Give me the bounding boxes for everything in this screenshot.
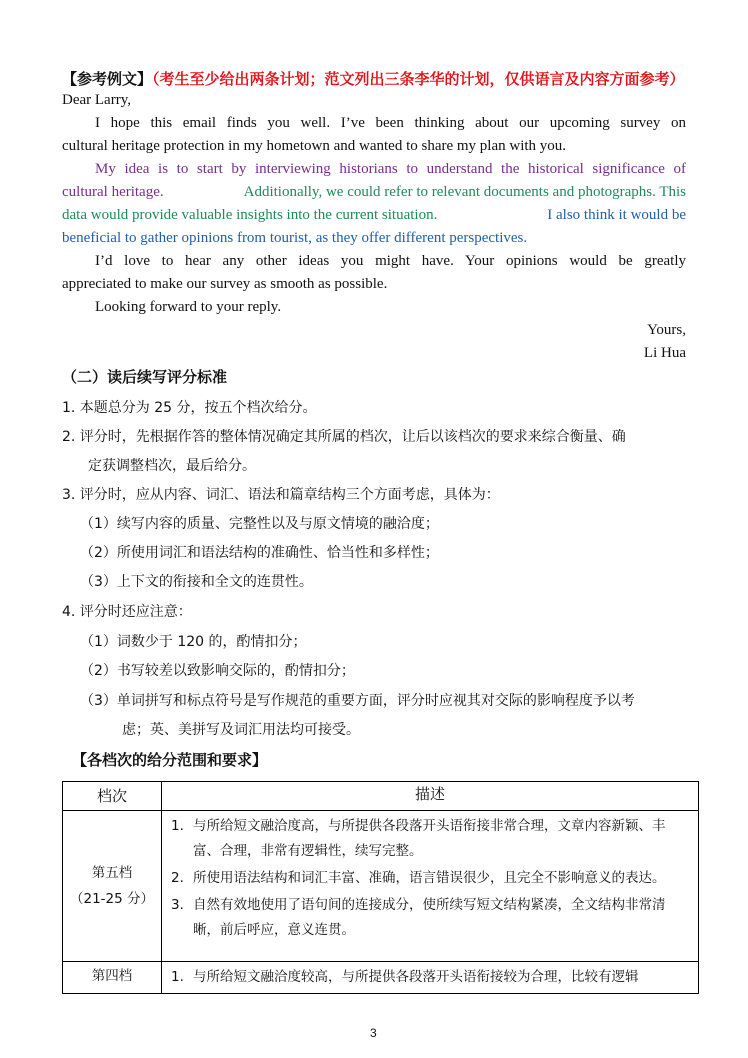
level-range: （21-25 分）: [69, 891, 155, 907]
table-header-row: [63, 782, 699, 811]
criteria-item-2-cont: 定获调整档次，最后给分。: [88, 458, 256, 474]
level-cell: [63, 962, 162, 994]
letter-p2-line2a: cultural heritage.: [62, 184, 164, 200]
desc-text: 自然有效地使用了语句间的连接成分，使所续写短文结构紧凑，全文结构非常清晰，前后呼应，意义连贯。: [193, 897, 666, 938]
desc-text: 与所给短文融洽度较高，与所提供各段落开头语衔接较为合理，比较有逻辑: [193, 969, 639, 985]
desc-num: 1.: [171, 818, 184, 834]
criteria-item-4-2: （2）书写较差以致影响交际的，酌情扣分；: [80, 663, 355, 679]
desc-text: 所使用语法结构和词汇丰富、准确，语言错误很少，且完全不影响意义的表达。: [193, 870, 666, 886]
reference-label: 【参考例文】: [62, 70, 153, 88]
letter-p2-line2: [62, 184, 686, 201]
criteria-item-2: 2. 评分时，先根据作答的整体情况确定其所属的档次，让后以该档次的要求来综合衡量、确: [62, 429, 626, 445]
letter-p2-line4: beneficial to gather opinions from tourist, as they offer different perspectives.: [62, 230, 528, 246]
letter-p4: Looking forward to your reply.: [95, 299, 282, 315]
desc-item: [163, 893, 689, 943]
header-level: 档次: [63, 782, 162, 811]
page-number: 3: [370, 1026, 377, 1040]
criteria-item-3-3: （3）上下文的衔接和全文的连贯性。: [80, 574, 313, 590]
criteria-title: （二）读后续写评分标准: [62, 368, 228, 386]
desc-cell: [162, 811, 699, 962]
criteria-item-3: 3. 评分时，应从内容、词汇、语法和篇章结构三个方面考虑，具体为：: [62, 487, 500, 503]
criteria-item-4-3: （3）单词拼写和标点符号是写作规范的重要方面，评分时应视其对交际的影响程度予以考: [80, 693, 635, 709]
table-title: 【各档次的给分范围和要求】: [72, 751, 268, 769]
criteria-item-3-1: （1）续写内容的质量、完整性以及与原文情境的融洽度；: [80, 516, 439, 532]
desc-num: 1.: [171, 969, 184, 985]
letter-p1-line2: cultural heritage protection in my hometown and wanted to share my plan with you.: [62, 138, 567, 154]
desc-cell: [162, 962, 699, 994]
reference-note: （考生至少给出两条计划；范文列出三条李华的计划，仅供语言及内容方面参考）: [152, 70, 685, 88]
table-row: [63, 962, 699, 994]
desc-num: 2.: [171, 870, 184, 886]
criteria-item-4-1: （1）词数少于 120 的，酌情扣分；: [80, 634, 307, 650]
header-desc: 描述: [162, 782, 699, 811]
letter-greeting: Dear Larry,: [62, 92, 131, 108]
desc-item: [163, 814, 689, 864]
letter-p3-line1: I’d love to hear any other ideas you might have. Your opinions would be greatly: [95, 253, 686, 269]
desc-item: [163, 965, 689, 990]
letter-p2-line3b: I also think it would be: [547, 207, 686, 223]
desc-num: 3.: [171, 897, 184, 913]
criteria-item-1: 1. 本题总分为 25 分，按五个档次给分。: [62, 400, 317, 416]
reference-heading: [62, 68, 685, 89]
letter-p2-line2b: Additionally, we could refer to relevant documents and photographs. This: [243, 184, 686, 200]
criteria-item-4: 4. 评分时还应注意：: [62, 604, 192, 620]
letter-p3-line2: appreciated to make our survey as smooth as possible.: [62, 276, 388, 292]
criteria-item-3-2: （2）所使用词汇和语法结构的准确性、恰当性和多样性；: [80, 545, 439, 561]
letter-p2-line3: [62, 207, 686, 224]
scoring-table: [62, 781, 699, 994]
level-name: 第五档: [91, 865, 133, 881]
letter-closing: Yours,: [647, 322, 686, 338]
criteria-item-4-3-cont: 虑；英、美拼写及词汇用法均可接受。: [122, 722, 360, 738]
letter-p2-line3a: data would provide valuable insights into the current situation.: [62, 207, 438, 223]
level-name: 第四档: [91, 968, 133, 984]
level-cell: [63, 811, 162, 962]
letter-p1-line1: I hope this email finds you well. I’ve been thinking about our upcoming survey on: [95, 115, 686, 131]
desc-item: [163, 866, 689, 891]
letter-p2-line1: My idea is to start by interviewing historians to understand the historical significance of: [95, 161, 686, 177]
letter-signature: Li Hua: [643, 345, 686, 361]
table-row: [63, 811, 699, 962]
desc-text: 与所给短文融洽度高，与所提供各段落开头语衔接非常合理，文章内容新颖、丰富、合理，非常有逻辑性，续写完整。: [193, 818, 666, 859]
